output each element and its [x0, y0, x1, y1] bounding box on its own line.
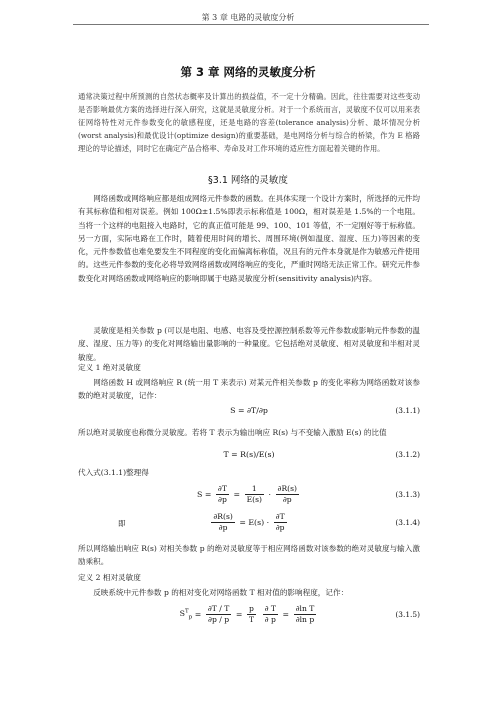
paragraph: 代入式(3.1.1)整理得: [78, 468, 149, 477]
fraction-numerator: ∂R(s): [213, 512, 233, 521]
equation-3-1-4: [78, 510, 420, 538]
paragraph-text: 网络函数 H 或网络响应 R (统一用 T 来表示) 对某元件相关参数 p 的变化率称为网络函数对该参数的绝对灵敏度，记作：: [78, 378, 420, 401]
equation-operator: ·: [268, 490, 271, 499]
paragraph: [78, 586, 420, 599]
equation-number: (3.1.5): [395, 610, 420, 619]
equation-3-1-2: [78, 450, 420, 464]
fraction-numerator: p: [247, 604, 256, 615]
paragraph: [78, 542, 420, 569]
fraction: [276, 484, 299, 505]
fraction-numerator: 1: [245, 484, 264, 495]
fraction-numerator: ∂T / T: [207, 604, 230, 613]
fraction: [211, 512, 234, 533]
fraction-denominator: ∂p: [218, 495, 227, 504]
equation-body: S = ∂T/∂p: [230, 406, 268, 415]
paragraph: [78, 192, 420, 285]
equation-operator: =: [282, 610, 290, 619]
equation-3-1-5: [78, 602, 420, 630]
fraction: [263, 604, 278, 625]
fraction: [216, 484, 229, 505]
fraction: [274, 512, 287, 533]
equation-number: (3.1.3): [395, 490, 420, 499]
fraction-denominator: ∂ln p: [295, 615, 315, 624]
fraction-numerator: ∂ T: [264, 604, 276, 613]
equation-operator: = E(s) ·: [239, 518, 270, 527]
equation-body: T = R(s)/E(s): [223, 450, 275, 459]
fraction: [206, 604, 231, 625]
equation-number: (3.1.4): [395, 518, 420, 527]
header-rule: [73, 24, 429, 25]
equation-number: (3.1.2): [395, 450, 420, 459]
paragraph: [78, 376, 420, 403]
definition-label: 定义 1 绝对灵敏度: [78, 363, 141, 372]
paragraph-text: 网络函数或网络响应都是组成网络元件参数的函数。在具体实现一个设计方案时，所选择的元件均有其标称值和相对误差。例如 100Ω±1.5%即表示标称值是 100Ω，相对误差是 1.5%的一个电阻。当将一个这样的电阻接入电路时，它的真正值可能是 99、100、101 等值，不一定刚好等于标称值。另一方面，实际电路在工作时，随着使用时间的增长、周围环境(例如温度、湿度、压力)等因素的变化，元件参数值也难免要发生不同程度的变化而偏离标称值，况且有的元件本身就是作为敏感元件使用的。这些元件参数的变化必将导致网络函数或网络响应的变化，严重时网络无法正常工作。研究元件参数变化对网络函数或网络响应的影响即属于电路灵敏度分析(sensitivity analysis)内容。: [78, 194, 420, 283]
paragraph: [78, 324, 420, 364]
equation-subscript: p: [188, 614, 193, 621]
fraction-numerator: ∂T: [275, 512, 285, 521]
equation-operator: =: [233, 490, 241, 499]
fraction-denominator: E(s): [246, 495, 262, 504]
running-head: 第 3 章 电路的灵敏度分析: [201, 13, 295, 22]
paragraph-text: 反映系统中元件参数 p 的相对变化对网络函数 T 相对值的影响程度，记作：: [93, 588, 349, 597]
equation-3-1-1: [78, 406, 420, 420]
fraction-denominator: ∂p: [275, 523, 285, 532]
equation-symbol: S: [179, 609, 185, 619]
equation-number: (3.1.1): [395, 406, 420, 415]
paragraph: 所以绝对灵敏度也称微分灵敏度。若将 T 表示为输出响应 R(s) 与不变输入激励 E(s) 的比值: [78, 428, 387, 437]
fraction-numerator: ∂ln T: [295, 604, 315, 613]
equation-operator: =: [194, 610, 202, 619]
fraction-numerator: ∂T: [217, 484, 227, 493]
paragraph-text: 灵敏度是相关参数 p (可以是电阻、电感、电容及受控源控制系数等元件参数或影响元件参数的温度、湿度、压力等) 的变化对网络输出量影响的一种量度。它包括绝对灵敏度、相对灵敏度和半相对灵敏度。: [78, 326, 420, 362]
equation-prefix: 即: [118, 519, 126, 528]
equation-body: [78, 604, 420, 625]
equation-operator: =: [235, 610, 243, 619]
fraction-denominator: T: [248, 615, 255, 624]
fraction-denominator: ∂ p: [264, 615, 276, 624]
fraction-denominator: ∂p: [218, 523, 228, 532]
section-title: §3.1 网络的灵敏度: [208, 175, 288, 186]
paragraph-text: 所以网络输出响应 R(s) 对相关参数 p 的绝对灵敏度等于相应网络函数对该参数的绝对灵敏度与输入激励乘积。: [78, 544, 420, 567]
equation-lhs: [179, 608, 193, 621]
fraction-denominator: ∂p: [282, 495, 292, 504]
fraction: [245, 484, 264, 505]
equation-body: [78, 484, 420, 505]
equation-superscript: T: [185, 608, 189, 615]
fraction-numerator: ∂R(s): [277, 484, 297, 493]
chapter-abstract: 通常决策过程中所预测的自然状态概率及计算出的损益值，不一定十分精确。因此，往往需要对这些变动是否影响最优方案的选择进行深入研究，这就是灵敏度分析。对于一个系统而言，灵敏度不仅可以用来表征网络特性对元件参数变化的敏感程度，还是电路的容差(tolerance analysis)分析、最坏情况分析(worst analysis)和最优设计(optimize design)的重要基础，是电网络分析与综合的桥梁，作为 E 格路理论的导论描述，同时它在确定产品合格率、寿命及对工作环境的适应性方面起着关键的作用。: [78, 92, 420, 153]
chapter-title: 第 3 章 网络的灵敏度分析: [180, 65, 316, 79]
fraction-denominator: ∂p / p: [208, 615, 230, 624]
definition-label: 定义 2 相对灵敏度: [78, 573, 141, 582]
fraction: [294, 604, 317, 625]
fraction: [247, 604, 256, 625]
equation-lhs: S =: [197, 490, 212, 499]
equation-3-1-3: [78, 482, 420, 510]
equation-body: [78, 512, 420, 533]
